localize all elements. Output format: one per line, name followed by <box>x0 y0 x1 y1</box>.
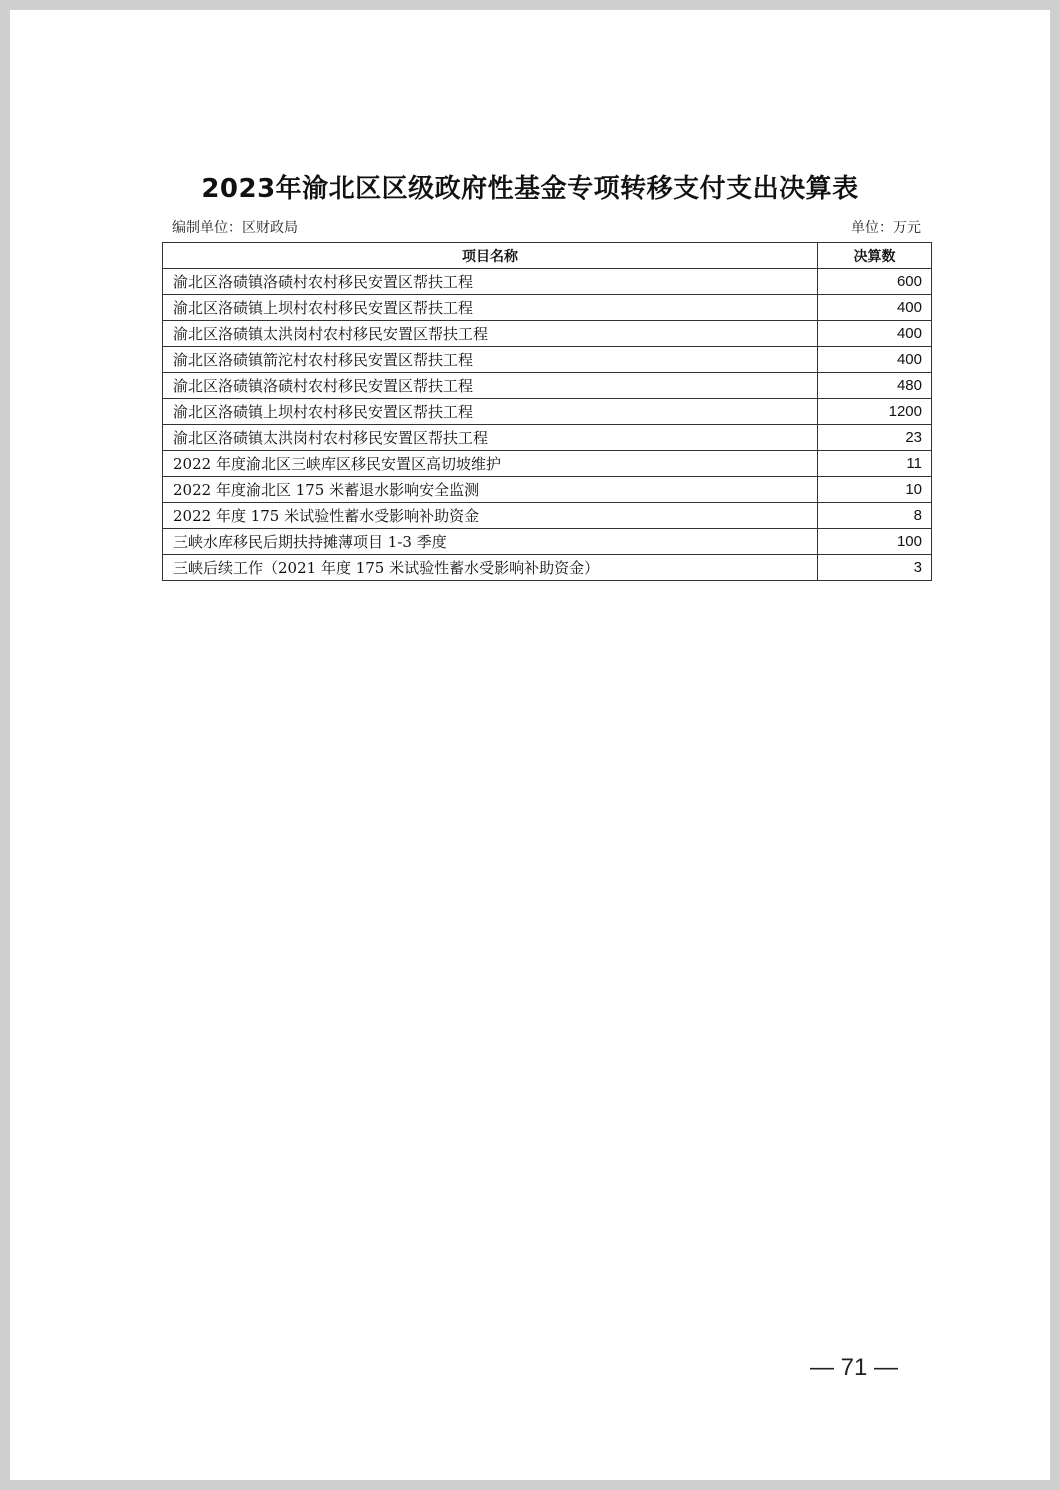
table-row <box>163 295 932 321</box>
amount-cell: 8 <box>818 503 932 529</box>
table-row <box>163 269 932 295</box>
budget-table <box>162 242 932 581</box>
amount-cell: 400 <box>818 295 932 321</box>
project-name-cell: 渝北区洛碛镇上坝村农村移民安置区帮扶工程 <box>163 399 818 425</box>
amount-cell: 600 <box>818 269 932 295</box>
project-name-cell: 2022 年度 175 米试验性蓄水受影响补助资金 <box>163 503 818 529</box>
project-name-cell: 渝北区洛碛镇箭沱村农村移民安置区帮扶工程 <box>163 347 818 373</box>
table-row <box>163 477 932 503</box>
unit-label: 单位：万元 <box>851 220 921 236</box>
project-name-cell: 2022 年度渝北区三峡库区移民安置区高切坡维护 <box>163 451 818 477</box>
page-number: — 71 — <box>810 1354 899 1381</box>
table-row <box>163 373 932 399</box>
table-row <box>163 555 932 581</box>
project-name-cell: 渝北区洛碛镇洛碛村农村移民安置区帮扶工程 <box>163 269 818 295</box>
project-name-cell: 渝北区洛碛镇太洪岗村农村移民安置区帮扶工程 <box>163 321 818 347</box>
table-row <box>163 399 932 425</box>
project-name-cell: 渝北区洛碛镇上坝村农村移民安置区帮扶工程 <box>163 295 818 321</box>
project-name-cell: 三峡后续工作（2021 年度 175 米试验性蓄水受影响补助资金） <box>163 555 818 581</box>
table-row <box>163 451 932 477</box>
table-row <box>163 425 932 451</box>
page-title: 2023年渝北区区级政府性基金专项转移支付支出决算表 <box>201 174 859 204</box>
amount-cell: 400 <box>818 321 932 347</box>
project-name-cell: 2022 年度渝北区 175 米蓄退水影响安全监测 <box>163 477 818 503</box>
amount-cell: 400 <box>818 347 932 373</box>
amount-cell: 100 <box>818 529 932 555</box>
table-row <box>163 503 932 529</box>
table-row <box>163 529 932 555</box>
amount-cell: 23 <box>818 425 932 451</box>
amount-cell: 1200 <box>818 399 932 425</box>
amount-cell: 11 <box>818 451 932 477</box>
project-name-cell: 渝北区洛碛镇太洪岗村农村移民安置区帮扶工程 <box>163 425 818 451</box>
header-amount: 决算数 <box>818 243 932 269</box>
compiler-label: 编制单位：区财政局 <box>172 220 298 236</box>
amount-cell: 3 <box>818 555 932 581</box>
table-header-row <box>163 243 932 269</box>
project-name-cell: 渝北区洛碛镇洛碛村农村移民安置区帮扶工程 <box>163 373 818 399</box>
amount-cell: 10 <box>818 477 932 503</box>
amount-cell: 480 <box>818 373 932 399</box>
table-row <box>163 347 932 373</box>
project-name-cell: 三峡水库移民后期扶持摊薄项目 1-3 季度 <box>163 529 818 555</box>
table-row <box>163 321 932 347</box>
header-project-name: 项目名称 <box>163 243 818 269</box>
